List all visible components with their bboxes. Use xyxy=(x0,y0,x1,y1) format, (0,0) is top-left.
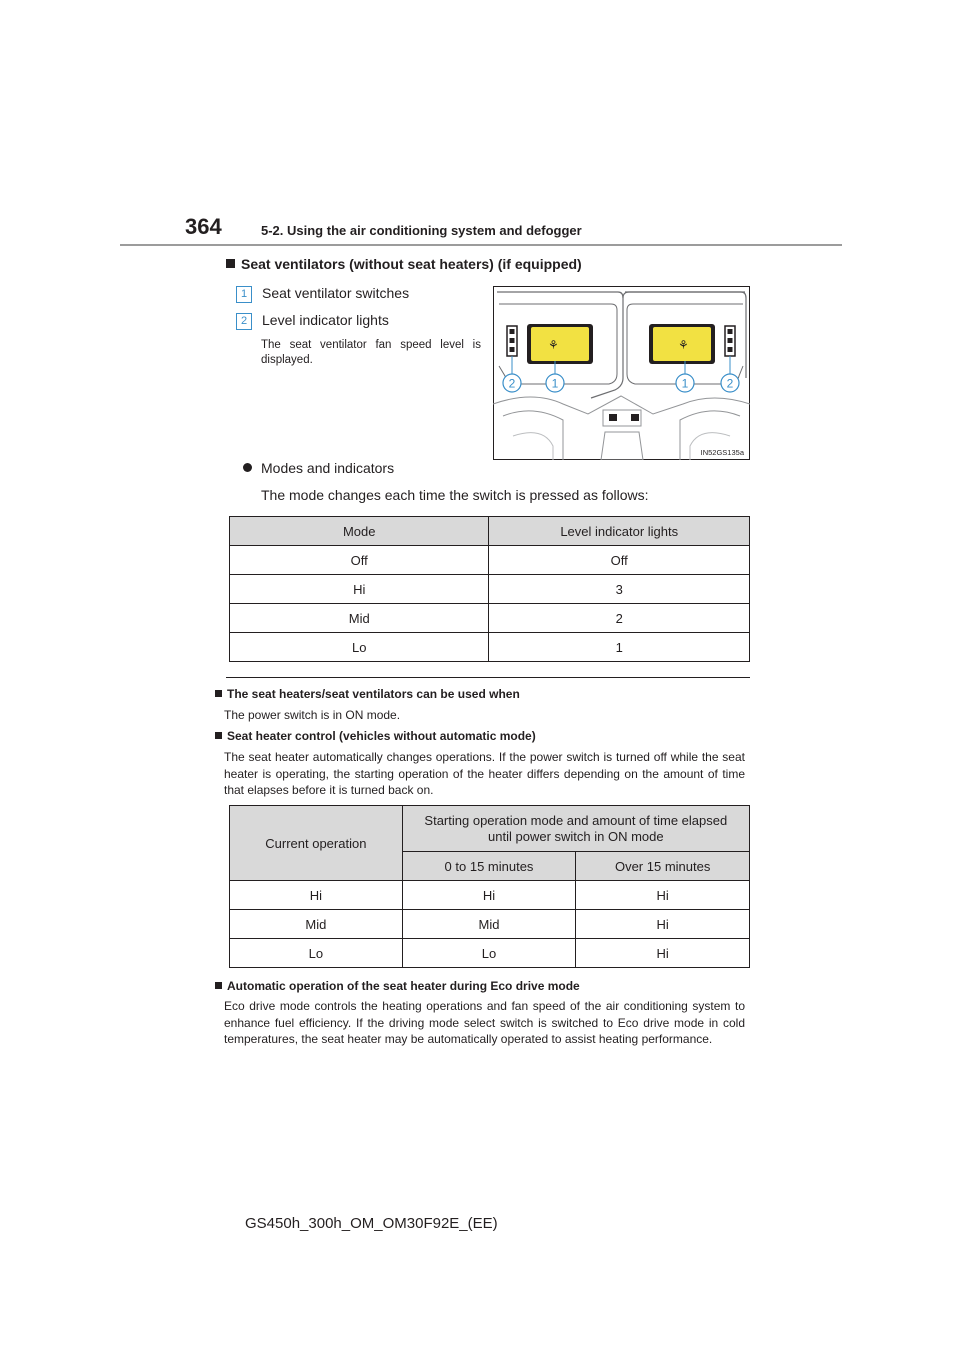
table-cell: Hi xyxy=(402,881,576,910)
square-bullet-icon xyxy=(215,690,222,697)
table-row xyxy=(230,939,750,968)
modes-heading-text: Modes and indicators xyxy=(261,460,395,476)
table-header-row xyxy=(230,517,750,546)
note-heading-3 xyxy=(215,979,580,993)
table-cell: Hi xyxy=(576,939,750,968)
note-text-3: Eco drive mode controls the heating operations and fan speed of the air conditioning system to enhance fuel efficiency. If the driving mode select switch is switched to Eco drive mode in cold temperatures, the seat heater may be automatically operated to assist heating performance. xyxy=(224,999,745,1046)
table-header-row xyxy=(230,806,750,852)
callout-number-2: 2 xyxy=(236,313,252,330)
table-row xyxy=(230,604,750,633)
figure-label-left-2: 2 xyxy=(508,376,516,391)
note-heading-1 xyxy=(215,687,520,701)
round-bullet-icon xyxy=(243,463,252,472)
table-header-mode: Mode xyxy=(230,517,489,546)
seat-ventilator-figure xyxy=(493,286,750,460)
figure-label-right-2: 2 xyxy=(726,376,734,391)
header-divider xyxy=(120,244,842,246)
table-cell: Hi xyxy=(576,910,750,939)
table-cell: 2 xyxy=(489,604,750,633)
table-cell: Mid xyxy=(230,910,403,939)
table-cell: Hi xyxy=(230,881,403,910)
notes-divider xyxy=(226,677,750,678)
figure-label-left-1: 1 xyxy=(551,376,559,391)
section-heading-text: Seat ventilators (without seat heaters) (if equipped) xyxy=(241,256,582,272)
callout-item-2 xyxy=(236,312,389,330)
note-heading-text: Seat heater control (vehicles without automatic mode) xyxy=(227,729,536,743)
note-text-1: The power switch is in ON mode. xyxy=(224,708,401,722)
table-cell: Hi xyxy=(230,575,489,604)
table-header-group: Starting operation mode and amount of time elapsed until power switch in ON mode xyxy=(402,806,749,852)
table-row xyxy=(230,633,750,662)
page-number: 364 xyxy=(185,214,222,239)
table-cell: Mid xyxy=(402,910,576,939)
callout-number-1: 1 xyxy=(236,286,252,303)
table-cell: 1 xyxy=(489,633,750,662)
table-row xyxy=(230,881,750,910)
section-title: 5-2. Using the air conditioning system and defogger xyxy=(261,223,582,238)
modes-table xyxy=(229,516,750,662)
callout-label-1: Seat ventilator switches xyxy=(262,285,410,301)
table-cell: Lo xyxy=(230,939,403,968)
table-row xyxy=(230,575,750,604)
square-bullet-icon xyxy=(215,982,222,989)
square-bullet-icon xyxy=(215,732,222,739)
table-cell: Mid xyxy=(230,604,489,633)
seat-heater-table xyxy=(229,805,750,968)
table-cell: Off xyxy=(230,546,489,575)
table-header-0-15: 0 to 15 minutes xyxy=(402,852,576,881)
note-text-2: The seat heater automatically changes operations. If the power switch is turned off while the seat heater is operating, the starting operation of the heater differs depending on the amount of time that elapses before it is turned back on. xyxy=(224,750,745,797)
svg-text:⚘: ⚘ xyxy=(548,338,559,352)
table-header-level: Level indicator lights xyxy=(489,517,750,546)
table-cell: Hi xyxy=(576,881,750,910)
table-header-current: Current operation xyxy=(230,806,403,881)
square-bullet-icon xyxy=(226,259,235,268)
note-heading-text: The seat heaters/seat ventilators can be used when xyxy=(227,687,520,701)
table-row xyxy=(230,910,750,939)
note-heading-text: Automatic operation of the seat heater during Eco drive mode xyxy=(227,979,580,993)
table-cell: Lo xyxy=(402,939,576,968)
table-cell: Lo xyxy=(230,633,489,662)
modes-heading xyxy=(243,460,394,476)
modes-description: The mode changes each time the switch is pressed as follows: xyxy=(261,487,649,503)
callout-item-1 xyxy=(236,285,409,303)
callout-description: The seat ventilator fan speed level is displayed. xyxy=(261,339,481,366)
table-cell: Off xyxy=(489,546,750,575)
section-heading xyxy=(226,256,582,272)
table-row xyxy=(230,546,750,575)
figure-code: IN52GS135a xyxy=(700,448,744,457)
figure-label-right-1: 1 xyxy=(681,376,689,391)
svg-text:⚘: ⚘ xyxy=(678,338,689,352)
note-heading-2 xyxy=(215,729,536,743)
table-cell: 3 xyxy=(489,575,750,604)
callout-label-2: Level indicator lights xyxy=(262,312,389,328)
table-header-over-15: Over 15 minutes xyxy=(576,852,750,881)
document-code: GS450h_300h_OM_OM30F92E_(EE) xyxy=(245,1215,498,1232)
